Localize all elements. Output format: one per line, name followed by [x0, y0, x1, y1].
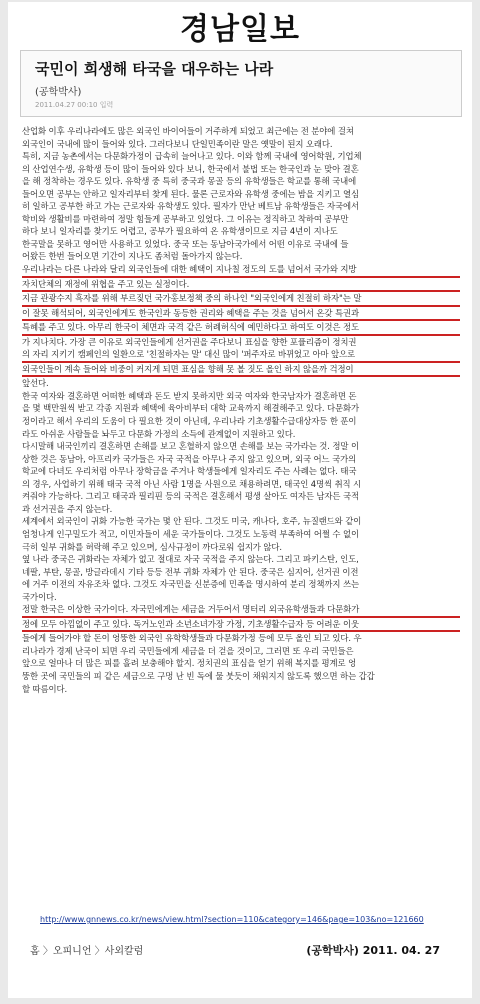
- article-text-line: 할 따름이다.: [22, 683, 68, 694]
- article-text-line: 들에게 들어가야 할 돈이 엉뚱한 외국인 유학학생들과 다문화가정 등에 모두 올인 되고 있다. 우: [22, 633, 362, 644]
- newspaper-masthead: 경남일보: [180, 12, 300, 47]
- article-text-line: 을 몇 백만원씩 받고 각종 지원과 혜택에 육아비부터 대학 교육까지 해결해주고 있다. 다문화가: [22, 403, 359, 414]
- article-text-line: 리나라가 경제 난국이 되면 우리 국민들에게 세금을 더 걷을 것이고, 그러면 또 우리 국민들은: [22, 645, 354, 656]
- article-text-line: 정이라고 해서 우리의 도움이 다 필요한 것이 아닌데, 우리나라 기초생활수급대상자등 한 푼이: [22, 416, 357, 427]
- article-text-line: 뚱한 곳에 국민들의 피 같은 세금으로 구멍 난 빈 독에 물 붓듯이 채워지지 않도록 했으면 하는 갑갑: [22, 670, 375, 681]
- article-text-line: 한국말을 못하고 영어만 사용하고 있었다. 중국 또는 동남아국가에서 어떤 이유로 국내에 들: [22, 238, 349, 249]
- headline-box: [20, 50, 462, 117]
- article-text-line: 옆 나라 중국은 귀화라는 자체가 없고 절대로 자국 국적을 주지 않는다. 그리고 파키스탄, 인도,: [22, 554, 359, 565]
- article-text-line: 한국 여자와 결혼하면 어떠한 혜택과 돈도 받지 못하지만 외국 여자와 한국남자가 결혼하면 돈: [22, 390, 357, 401]
- highlighted-text-line: 외국인들이 계속 들어와 비중이 커지게 되면 표심을 향해 못 볼 짓도 올인 하지 않을까 걱정이: [22, 363, 460, 378]
- highlighted-text-line: 이 잘못 해석되어, 외국인에게도 한국인과 동등한 권리와 혜택을 주는 것을 넘어서 온갖 특권과: [22, 307, 460, 322]
- article-text-line: 하다 보니 일자리를 찾기도 어렵고, 공부가 필요하여 온 유학생이므로 지금 4년이 지나도: [22, 226, 338, 237]
- article-text-line: 앞으로 얼마나 더 많은 피를 흘려 보충해야 할지. 정치권의 표심을 얻기 위해 복지를 평계로 엉: [22, 658, 357, 669]
- breadcrumb: 홈 〉오피니언 〉사외칼럼: [30, 946, 144, 957]
- article-text-line: 가 지나치다. 가장 큰 이유로 외국인들에게 선거권을 주다보니 표심을 향한 포퓰리즘이 정치권: [22, 336, 357, 347]
- article-text-line: 다시말해 내국인끼리 결혼하면 손해를 보고 혼혈하지 않으면 손해를 보는 국가라는 것. 정말 이: [22, 441, 359, 452]
- article-text-line: 외국인이 국내에 많이 들어와 있다. 그러다보니 단일민족이란 말은 옛말이 된지 오래다.: [22, 138, 333, 149]
- highlighted-text-line: 정말 한국은 이상한 국가이다. 자국민에게는 세금을 거두어서 명터리 외국유학생들과 다문화가: [22, 603, 460, 618]
- article-text-line: 의 경우, 사업하기 위해 태국 국적 아닌 사람 1명을 사원으로 채용하려면, 태국인 4명씩 취직 시: [22, 478, 362, 489]
- article-text-line: 들어오면 공부는 안하고 일자리부터 찾게 된다. 물론 근로자와 유학생 중에는 밤을 지키고 열심: [22, 188, 359, 199]
- article-byline: (공학박사): [35, 87, 82, 98]
- article-text-line: 상한 것은 동남아, 아프리카 국가들은 자국 국적을 아무나 주지 않고 있으며, 외국 어느 국가의: [22, 453, 357, 464]
- article-text-line: 세계에서 외국인이 귀화 가능한 국가는 몇 안 된다. 그것도 미국, 캐나다, 호주, 뉴질랜드와 같이: [22, 516, 362, 527]
- article-text-line: 켜줘야 가능하다. 그리고 태국과 필리핀 등의 국적은 결혼해서 평생 살아도 여자든 남자든 국적: [22, 491, 359, 502]
- article-text-line: 네팔, 부탄, 몽골, 방글라데시 기타 등등 전부 귀화 자체가 안 된다. 중국은 심지어, 선거권 이전: [22, 566, 359, 577]
- article-text-line: 히 일하고 공부한 하고 가는 근로자와 유학생도 있다. 필자가 만난 베트남 유학생들은 자국에서: [22, 201, 359, 212]
- highlighted-text-line: 지금 관광수지 흑자를 위해 부르짖던 국가홍보정책 중의 하나인 "외국인에게 친절히 하자"는 말: [22, 292, 460, 307]
- article-text-line: 국가이다.: [22, 591, 57, 602]
- highlighted-text-line: 자치단체의 재정에 위협을 주고 있는 실정이다.: [22, 278, 460, 293]
- article-body: [22, 125, 460, 695]
- article-text-line: 특히, 지금 농촌에서는 다문화가정이 급속히 늘어나고 있다. 이와 함께 국내에 영어학원, 기업체: [22, 151, 362, 162]
- article-text-line: 앞선다.: [22, 378, 49, 389]
- article-title: 국민이 희생해 타국을 대우하는 나라: [35, 60, 274, 78]
- highlighted-text-line: 우리나라는 다른 나라와 달리 외국인들에 대한 혜택이 지나칠 정도의 도를 넘어서 국가와 지방: [22, 263, 460, 278]
- source-url-link[interactable]: http://www.gnnews.co.kr/news/view.html?section=110&category=146&page=103&no=121660: [40, 915, 424, 924]
- article-dateline: 2011.04.27 00:10 입력: [35, 101, 114, 109]
- article-text-line: 학교에 다녀도 우리처럼 아무나 장학금을 주거나 학생들에게 일자리도 주는 사례는 없다. 태국: [22, 466, 357, 477]
- article-text-line: 과 선거권을 주지 않는다.: [22, 503, 113, 514]
- article-text-line: 엄청나게 인구밀도가 적고, 이민자들이 세운 국가들이다. 그것도 노동력 부족하여 어쩔 수 없이: [22, 528, 359, 539]
- highlighted-text-line: 정에 모두 아낌없이 주고 있다. 독거노인과 소년소녀가장 가정, 기초생활수급자 등 어려운 이웃: [22, 618, 460, 633]
- article-text-line: 극히 일부 귀화를 허락해 주고 있으며, 심사규정이 까다로워 쉽지가 않다.: [22, 541, 282, 552]
- highlighted-text-line: 특혜를 주고 있다. 아무리 한국이 체면과 국격 같은 허례허식에 예민하다고 하여도 이것은 정도: [22, 321, 460, 336]
- signature-date: (공학박사) 2011. 04. 27: [306, 944, 440, 957]
- article-text-line: 어왔든 한번 들어오면 기간이 지나도 좀처럼 돌아가지 않는다.: [22, 251, 243, 262]
- article-text-line: 의 산업연수생, 유학생 등이 많이 들어와 있다 보니, 한국에서 불법 또는 한국인과 눈 맞아 결혼: [22, 163, 359, 174]
- article-text-line: 을 해 정착하는 경우도 있다. 유학생 중 특히 중국과 몽골 등의 유학생들은 학교를 통해 국내에: [22, 176, 357, 187]
- article-text-line: 라도 아쉬운 사람들을 놔두고 다문화 가정의 소득에 관계없이 지원하고 있다.: [22, 428, 296, 439]
- article-text-line: 에 거주 이전의 자유조차 없다. 그것도 자국민을 신분증에 민족을 명시하여 분리 정책까지 쓰는: [22, 579, 359, 590]
- article-text-line: 학비와 생활비를 마련하여 정말 힘들게 공부하고 있었다. 그 이유는 정직하고 착하여 공부만: [22, 213, 349, 224]
- highlighted-text-line: 의 자리 지키기 캠페인의 일환으로 '친절하자는 말' 대신 많이 '퍼주자로 바뀌었고 아마 앞으로: [22, 348, 460, 363]
- article-text-line: 산업화 이후 우리나라에도 많은 외국인 바이어들이 거주하게 되었고 최근에는 전 분야에 걸쳐: [22, 126, 354, 136]
